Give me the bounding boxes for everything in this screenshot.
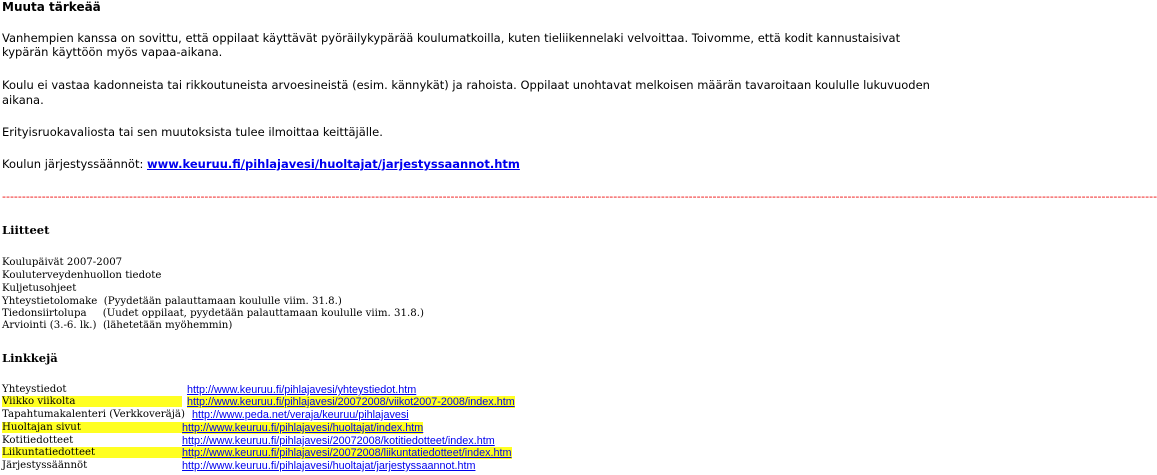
rules-line <box>2 157 520 171</box>
attachments-title: Liitteet <box>2 223 50 237</box>
paragraph-helmet-line1: Vanhempien kanssa on sovittu, että oppilaat käyttävät pyöräilykypärää koulumatkoilla, kuten tieliikennelaki velvoittaa. Toivomme, että kodit kannustaisivat <box>2 31 901 45</box>
link-url-kotitiedotteet[interactable]: http://www.keuruu.fi/pihlajavesi/20072008/kotitiedotteet/index.htm <box>182 435 495 447</box>
paragraph-diet: Erityisruokavaliosta tai sen muutoksista tulee ilmoittaa keittäjälle. <box>2 125 383 139</box>
paragraph-valuables-line2: aikana. <box>2 93 44 107</box>
link-label-viikko: Viikko viikolta <box>2 396 182 407</box>
link-label-huoltajan-sivut: Huoltajan sivut <box>2 422 182 433</box>
paragraph-helmet-line2: kypärän käyttöön myös vapaa-aikana. <box>2 45 223 59</box>
divider: --------------------------------------------------------------------------------------------------------------------------------------------------------------------------------------------------------------------------------------------------------------------------------------------------- <box>2 190 1157 203</box>
link-label-kotitiedotteet: Kotitiedotteet <box>2 435 74 446</box>
link-url-yhteystiedot[interactable]: http://www.keuruu.fi/pihlajavesi/yhteystiedot.htm <box>187 384 417 396</box>
link-label-liikuntatiedotteet: Liikuntatiedotteet <box>2 447 182 458</box>
attachment-item[interactable]: Arviointi (3.-6. lk.) (lähetetään myöhemmin) <box>2 320 233 331</box>
attachment-item[interactable]: Tiedonsiirtolupa (Uudet oppilaat, pyydetään palauttamaan koululle viim. 31.8.) <box>2 308 424 319</box>
attachment-item[interactable]: Koulupäivät 2007-2007 <box>2 257 123 268</box>
attachment-item[interactable]: Kouluterveydenhuollon tiedote <box>2 270 162 281</box>
link-url-jarjestyssaannot[interactable]: http://www.keuruu.fi/pihlajavesi/huoltajat/jarjestyssaannot.htm <box>182 460 476 472</box>
link-label-tapahtumakalenteri: Tapahtumakalenteri (Verkkoveräjä) <box>2 409 185 420</box>
attachment-item[interactable]: Kuljetusohjeet <box>2 283 77 294</box>
link-url-huoltajan-sivut[interactable]: http://www.keuruu.fi/pihlajavesi/huoltajat/index.htm <box>182 422 424 434</box>
link-label-jarjestyssaannot: Järjestyssäännöt <box>2 460 88 471</box>
section-title: Muuta tärkeää <box>2 0 101 14</box>
attachment-item[interactable]: Yhteystietolomake (Pyydetään palauttamaan koululle viim. 31.8.) <box>2 296 342 307</box>
link-label-yhteystiedot: Yhteystiedot <box>2 384 67 395</box>
link-url-tapahtumakalenteri[interactable]: http://www.peda.net/veraja/keuruu/pihlajavesi <box>192 409 409 421</box>
link-url-liikuntatiedotteet[interactable]: http://www.keuruu.fi/pihlajavesi/20072008/liikuntatiedotteet/index.htm <box>182 447 512 459</box>
link-url-viikko[interactable]: http://www.keuruu.fi/pihlajavesi/20072008/viikot2007-2008/index.htm <box>187 396 515 408</box>
rules-label: Koulun järjestyssäännöt: <box>2 157 147 171</box>
paragraph-valuables-line1: Koulu ei vastaa kadonneista tai rikkoutuneista arvoesineistä (esim. kännykät) ja rahoista. Oppilaat unohtavat melkoisen määrän tavaroitaan koululle lukuvuoden <box>2 78 930 92</box>
links-title: Linkkejä <box>2 351 58 365</box>
rules-link[interactable]: www.keuruu.fi/pihlajavesi/huoltajat/jarjestyssaannot.htm <box>147 157 520 171</box>
